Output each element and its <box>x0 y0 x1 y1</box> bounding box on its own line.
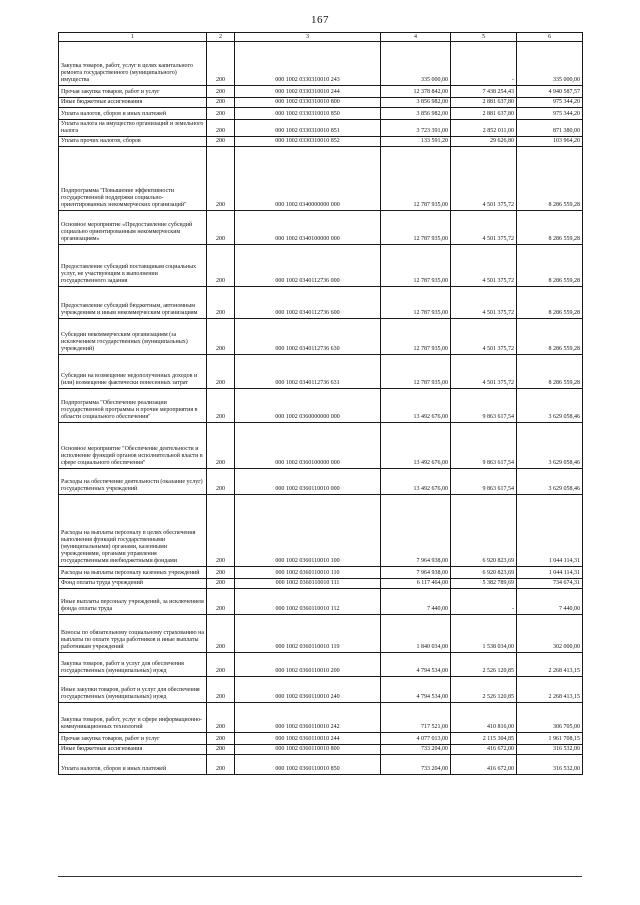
row-approved-amount: 7 964 938,00 <box>381 567 451 579</box>
row-executed-amount: 2 881 637,80 <box>451 98 517 108</box>
row-remaining-amount: 975 344,20 <box>517 108 583 120</box>
row-budget-code: 000 1002 0330310010 852 <box>235 137 381 147</box>
row-executed-amount: 410 816,00 <box>451 703 517 733</box>
table-row <box>59 733 583 745</box>
row-executed-amount: 4 501 375,72 <box>451 355 517 389</box>
row-budget-code: 000 1002 0340000000 000 <box>235 147 381 211</box>
row-approved-amount: 12 378 842,00 <box>381 86 451 98</box>
row-executed-amount: 5 382 789,69 <box>451 579 517 589</box>
row-budget-code: 000 1002 0360110010 242 <box>235 703 381 733</box>
row-approved-amount: 7 964 938,00 <box>381 495 451 567</box>
row-budget-code: 000 1002 0360110010 244 <box>235 733 381 745</box>
row-remaining-amount: 8 286 559,28 <box>517 245 583 287</box>
row-name: Закупка товаров, работ, услуг в целях капитального ремонта государственного (муниципального) имущества <box>59 42 207 86</box>
row-name: Расходы на выплаты персоналу в целях обеспечения выполнения функций государственными (муниципальными) органами, казенными учреждениями, органами управления государственными внебюджетными фондами <box>59 495 207 567</box>
row-remaining-amount: 734 674,31 <box>517 579 583 589</box>
row-executed-amount: 2 526 120,85 <box>451 677 517 703</box>
column-header: 4 <box>381 33 451 42</box>
row-budget-code: 000 1002 0340112736 630 <box>235 319 381 355</box>
row-budget-code: 000 1002 0340112736 631 <box>235 355 381 389</box>
row-kvr-code: 200 <box>207 755 235 775</box>
row-remaining-amount: 975 344,20 <box>517 98 583 108</box>
row-name: Уплата налога на имущество организаций и земельного налога <box>59 120 207 137</box>
row-budget-code: 000 1002 0360110010 119 <box>235 615 381 653</box>
row-remaining-amount: 103 964,20 <box>517 137 583 147</box>
row-executed-amount: 7 438 254,43 <box>451 86 517 98</box>
row-remaining-amount: 3 629 058,46 <box>517 423 583 469</box>
row-executed-amount: 416 672,00 <box>451 755 517 775</box>
row-kvr-code: 200 <box>207 677 235 703</box>
row-name: Иные бюджетные ассигнования <box>59 98 207 108</box>
column-header: 3 <box>235 33 381 42</box>
row-budget-code: 000 1002 0360110010 850 <box>235 755 381 775</box>
row-budget-code: 000 1002 0360110010 100 <box>235 495 381 567</box>
row-name: Уплата налогов, сборов и иных платежей <box>59 108 207 120</box>
row-executed-amount: - <box>451 42 517 86</box>
row-kvr-code: 200 <box>207 389 235 423</box>
table-row <box>59 355 583 389</box>
row-approved-amount: 12 787 935,00 <box>381 245 451 287</box>
row-executed-amount: 2 526 120,85 <box>451 653 517 677</box>
table-row <box>59 469 583 495</box>
row-name: Основное мероприятие "Обеспечение деятельности и исполнение функций органов исполнительной власти в сфере социального обеспечения" <box>59 423 207 469</box>
row-budget-code: 000 1002 0360110010 000 <box>235 469 381 495</box>
row-kvr-code: 200 <box>207 287 235 319</box>
row-remaining-amount: 8 286 559,28 <box>517 287 583 319</box>
row-kvr-code: 200 <box>207 579 235 589</box>
row-executed-amount: 2 881 637,80 <box>451 108 517 120</box>
row-name: Взносы по обязательному социальному страхованию на выплаты по оплате труда работников и иные выплаты работникам учреждений <box>59 615 207 653</box>
row-budget-code: 000 1002 0330310010 851 <box>235 120 381 137</box>
row-name: Фонд оплаты труда учреждений <box>59 579 207 589</box>
row-kvr-code: 200 <box>207 495 235 567</box>
table-row <box>59 653 583 677</box>
row-name: Основное мероприятие «Предоставление субсидий социально ориентированным некоммерческим организациям» <box>59 211 207 245</box>
table-row <box>59 98 583 108</box>
row-approved-amount: 12 787 935,00 <box>381 147 451 211</box>
row-remaining-amount: 316 532,00 <box>517 755 583 775</box>
row-name: Субсидии некоммерческим организациям (за исключением государственных (муниципальных) учреждений) <box>59 319 207 355</box>
row-remaining-amount: 2 268 413,15 <box>517 653 583 677</box>
table-row <box>59 211 583 245</box>
row-remaining-amount: 8 286 559,28 <box>517 319 583 355</box>
table-row <box>59 423 583 469</box>
row-remaining-amount: 302 000,00 <box>517 615 583 653</box>
row-kvr-code: 200 <box>207 245 235 287</box>
row-executed-amount: 416 672,00 <box>451 745 517 755</box>
row-budget-code: 000 1002 0330310010 243 <box>235 42 381 86</box>
row-name: Предоставление субсидий бюджетным, автономным учреждениям и иным некоммерческим организациям <box>59 287 207 319</box>
column-header: 5 <box>451 33 517 42</box>
table-row <box>59 677 583 703</box>
table-row <box>59 137 583 147</box>
row-name: Прочая закупка товаров, работ и услуг <box>59 733 207 745</box>
table-row <box>59 86 583 98</box>
row-approved-amount: 733 204,00 <box>381 745 451 755</box>
row-kvr-code: 200 <box>207 423 235 469</box>
row-budget-code: 000 1002 0340112736 000 <box>235 245 381 287</box>
row-approved-amount: 717 521,00 <box>381 703 451 733</box>
row-approved-amount: 733 204,00 <box>381 755 451 775</box>
table-row <box>59 120 583 137</box>
row-kvr-code: 200 <box>207 86 235 98</box>
row-kvr-code: 200 <box>207 355 235 389</box>
row-executed-amount: 2 852 011,00 <box>451 120 517 137</box>
row-name: Подпрограмма "Обеспечение реализации государственной программы и прочие мероприятия в области социального обеспечения" <box>59 389 207 423</box>
row-name: Субсидии на возмещение недополученных доходов и (или) возмещение фактически понесенных затрат <box>59 355 207 389</box>
row-kvr-code: 200 <box>207 108 235 120</box>
row-executed-amount: 29 626,80 <box>451 137 517 147</box>
row-kvr-code: 200 <box>207 745 235 755</box>
row-remaining-amount: 1 961 708,15 <box>517 733 583 745</box>
row-name: Уплата налогов, сборов и иных платежей <box>59 755 207 775</box>
column-header: 2 <box>207 33 235 42</box>
row-executed-amount: 2 115 304,85 <box>451 733 517 745</box>
row-executed-amount: 1 538 034,00 <box>451 615 517 653</box>
row-remaining-amount: 8 286 559,28 <box>517 211 583 245</box>
row-budget-code: 000 1002 0340100000 000 <box>235 211 381 245</box>
row-remaining-amount: 8 286 559,28 <box>517 147 583 211</box>
row-kvr-code: 200 <box>207 319 235 355</box>
table-body <box>59 42 583 775</box>
table-header-row <box>59 33 583 42</box>
row-name: Расходы на обеспечение деятельности (оказание услуг) государственных учреждений <box>59 469 207 495</box>
row-executed-amount: 6 920 823,69 <box>451 495 517 567</box>
row-budget-code: 000 1002 0360110010 112 <box>235 589 381 615</box>
row-approved-amount: 4 794 534,00 <box>381 677 451 703</box>
row-budget-code: 000 1002 0360110010 200 <box>235 653 381 677</box>
row-executed-amount: 9 863 617,54 <box>451 389 517 423</box>
row-name: Уплата прочих налогов, сборов <box>59 137 207 147</box>
row-approved-amount: 3 723 391,00 <box>381 120 451 137</box>
row-approved-amount: 13 492 676,00 <box>381 389 451 423</box>
row-remaining-amount: 316 532,00 <box>517 745 583 755</box>
row-executed-amount: 4 501 375,72 <box>451 319 517 355</box>
row-budget-code: 000 1002 0360110010 800 <box>235 745 381 755</box>
row-remaining-amount: 4 940 587,57 <box>517 86 583 98</box>
row-remaining-amount: 8 286 559,28 <box>517 355 583 389</box>
table-row <box>59 579 583 589</box>
row-remaining-amount: 306 705,00 <box>517 703 583 733</box>
row-kvr-code: 200 <box>207 147 235 211</box>
row-remaining-amount: 871 380,00 <box>517 120 583 137</box>
row-approved-amount: 4 077 013,00 <box>381 733 451 745</box>
row-remaining-amount: 7 440,00 <box>517 589 583 615</box>
row-approved-amount: 12 787 935,00 <box>381 287 451 319</box>
table-row <box>59 389 583 423</box>
row-kvr-code: 200 <box>207 567 235 579</box>
bottom-rule <box>58 876 582 877</box>
row-executed-amount: 4 501 375,72 <box>451 245 517 287</box>
row-kvr-code: 200 <box>207 733 235 745</box>
row-approved-amount: 133 591,20 <box>381 137 451 147</box>
row-kvr-code: 200 <box>207 120 235 137</box>
row-name: Предоставление субсидий поставщикам социальных услуг, не участвующим в выполнении государственного задания <box>59 245 207 287</box>
row-executed-amount: 4 501 375,72 <box>451 287 517 319</box>
row-executed-amount: 4 501 375,72 <box>451 147 517 211</box>
row-name: Закупка товаров, работ и услуг для обеспечения государственных (муниципальных) нужд <box>59 653 207 677</box>
row-executed-amount: 4 501 375,72 <box>451 211 517 245</box>
row-approved-amount: 13 492 676,00 <box>381 469 451 495</box>
row-executed-amount: 6 920 823,69 <box>451 567 517 579</box>
row-budget-code: 000 1002 0360110010 240 <box>235 677 381 703</box>
row-approved-amount: 12 787 935,00 <box>381 319 451 355</box>
row-remaining-amount: 3 629 058,46 <box>517 469 583 495</box>
row-approved-amount: 6 117 464,00 <box>381 579 451 589</box>
table-row <box>59 245 583 287</box>
row-kvr-code: 200 <box>207 653 235 677</box>
row-approved-amount: 3 856 982,00 <box>381 108 451 120</box>
row-budget-code: 000 1002 0330310010 800 <box>235 98 381 108</box>
row-approved-amount: 335 000,00 <box>381 42 451 86</box>
row-kvr-code: 200 <box>207 42 235 86</box>
row-budget-code: 000 1002 0360000000 000 <box>235 389 381 423</box>
table-row <box>59 319 583 355</box>
row-remaining-amount: 1 044 114,31 <box>517 495 583 567</box>
page-number: 167 <box>311 14 329 26</box>
row-name: Иные бюджетные ассигнования <box>59 745 207 755</box>
table-row <box>59 589 583 615</box>
row-executed-amount: 9 863 617,54 <box>451 423 517 469</box>
table-row <box>59 745 583 755</box>
row-name: Закупка товаров, работ, услуг в сфере информационно-коммуникационных технологий <box>59 703 207 733</box>
table-row <box>59 615 583 653</box>
row-executed-amount: 9 863 617,54 <box>451 469 517 495</box>
row-budget-code: 000 1002 0330310010 244 <box>235 86 381 98</box>
row-approved-amount: 12 787 935,00 <box>381 211 451 245</box>
row-name: Подпрограмма "Повышение эффективности государственной поддержки социально-ориентированных некоммерческих организаций" <box>59 147 207 211</box>
row-budget-code: 000 1002 0340112736 600 <box>235 287 381 319</box>
row-kvr-code: 200 <box>207 137 235 147</box>
table-row <box>59 147 583 211</box>
row-kvr-code: 200 <box>207 615 235 653</box>
row-name: Иные выплаты персоналу учреждений, за исключением фонда оплаты труда <box>59 589 207 615</box>
row-remaining-amount: 1 044 114,31 <box>517 567 583 579</box>
row-kvr-code: 200 <box>207 703 235 733</box>
row-name: Расходы на выплаты персоналу казенных учреждений <box>59 567 207 579</box>
row-kvr-code: 200 <box>207 98 235 108</box>
row-approved-amount: 4 794 534,00 <box>381 653 451 677</box>
row-approved-amount: 12 787 935,00 <box>381 355 451 389</box>
row-remaining-amount: 3 629 058,46 <box>517 389 583 423</box>
row-kvr-code: 200 <box>207 589 235 615</box>
row-kvr-code: 200 <box>207 211 235 245</box>
row-remaining-amount: 2 268 413,15 <box>517 677 583 703</box>
row-name: Иные закупки товаров, работ и услуг для обеспечения государственных (муниципальных) нужд <box>59 677 207 703</box>
budget-table <box>58 32 583 775</box>
table-row <box>59 495 583 567</box>
table-row <box>59 287 583 319</box>
row-name: Прочая закупка товаров, работ и услуг <box>59 86 207 98</box>
column-header: 1 <box>59 33 207 42</box>
table-row <box>59 755 583 775</box>
row-approved-amount: 13 492 676,00 <box>381 423 451 469</box>
table-row <box>59 42 583 86</box>
column-header: 6 <box>517 33 583 42</box>
row-approved-amount: 7 440,00 <box>381 589 451 615</box>
table-row <box>59 703 583 733</box>
row-budget-code: 000 1002 0360100000 000 <box>235 423 381 469</box>
row-remaining-amount: 335 000,00 <box>517 42 583 86</box>
row-budget-code: 000 1002 0360110010 111 <box>235 579 381 589</box>
row-approved-amount: 1 840 034,00 <box>381 615 451 653</box>
row-budget-code: 000 1002 0330310010 850 <box>235 108 381 120</box>
table-row <box>59 108 583 120</box>
row-kvr-code: 200 <box>207 469 235 495</box>
row-approved-amount: 3 856 982,00 <box>381 98 451 108</box>
table-row <box>59 567 583 579</box>
row-budget-code: 000 1002 0360110010 110 <box>235 567 381 579</box>
row-executed-amount: - <box>451 589 517 615</box>
